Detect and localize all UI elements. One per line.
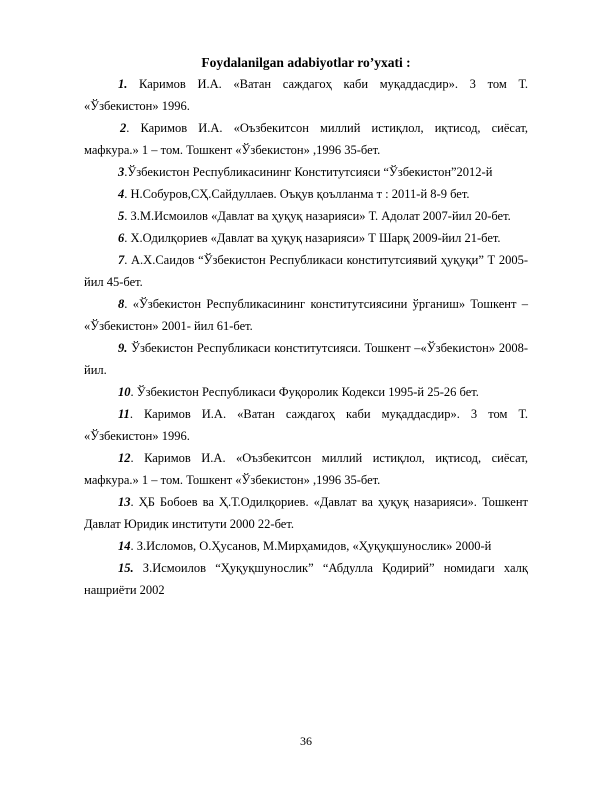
reference-number: 5: [118, 209, 125, 223]
reference-item: [84, 183, 528, 205]
reference-number: 6: [118, 231, 125, 245]
reference-item: [84, 337, 528, 381]
reference-number: 15.: [118, 561, 134, 575]
reference-text: З.Исмоилов “Ҳуқуқшунослик” “Абдулла Қодирий” номидаги халқ нашриёти 2002: [84, 561, 528, 597]
reference-text: . ҲБ Бобоев ва Ҳ.Т.Одилқориев. «Давлат ва ҳуқуқ назарияси». Тошкент Давлат Юридик институти 2000 22-бет.: [84, 495, 528, 531]
reference-number: 13: [118, 495, 131, 509]
page-number: 36: [300, 734, 312, 748]
reference-text: . Каримов И.А. «Ватан саждагоҳ каби муқаддасдир». 3 том Т. «Ўзбекистон» 1996.: [84, 407, 528, 443]
reference-text: . «Ўзбекистон Республикасининг конститутсиясини ўрганиш» Тошкент – «Ўзбекистон» 2001- йил 61-бет.: [84, 297, 528, 333]
reference-number: 3: [118, 165, 125, 179]
reference-item: [84, 557, 528, 601]
bibliography-title: Foydalanilgan adabiyotlar ro’yxati :: [201, 55, 411, 70]
reference-item: [84, 491, 528, 535]
reference-item: [84, 535, 528, 557]
reference-number: 9.: [118, 341, 128, 355]
reference-item: [84, 73, 528, 117]
reference-text: .Ўзбекистон Республикасининг Конститутсияси “Ўзбекистон”2012-й: [124, 165, 493, 179]
reference-number: 2: [120, 121, 127, 135]
reference-item: [84, 293, 528, 337]
reference-number: 12: [118, 451, 131, 465]
reference-number: 8: [118, 297, 125, 311]
reference-list: [84, 73, 528, 601]
reference-text: . Каримов И.А. «Оъзбекитсон миллий истиқлол, иқтисод, сиёсат, мафкура.» 1 – том. Тошкент «Ўзбекистон» ,1996 35-бет.: [84, 451, 528, 487]
reference-text: . А.Х.Саидов “Ўзбекистон Республикаси конститутсиявий ҳуқуқи” Т 2005-йил 45-бет.: [84, 253, 528, 289]
reference-item: [84, 403, 528, 447]
reference-item: [84, 205, 528, 227]
reference-text: Ўзбекистон Республикаси конститутсияси. Тошкент –«Ўзбекистон» 2008- йил.: [84, 341, 528, 377]
reference-text: . З.М.Исмоилов «Давлат ва ҳуқуқ назарияси» Т. Адолат 2007-йил 20-бет.: [124, 209, 511, 223]
reference-item: [84, 161, 528, 183]
reference-number: 7: [118, 253, 125, 267]
reference-text: . Н.Собуров,СҲ.Сайдуллаев. Оъқув қоълланма т : 2011-й 8-9 бет.: [124, 187, 470, 201]
reference-item: [84, 227, 528, 249]
reference-text: . Х.Одилқориев «Давлат ва ҳуқуқ назарияси» Т Шарқ 2009-йил 21-бет.: [124, 231, 501, 245]
reference-text: . З.Исломов, О.Ҳусанов, М.Мирҳамидов, «Ҳуқуқшунослик» 2000-й: [130, 539, 492, 553]
reference-item: [84, 117, 528, 161]
reference-item: [84, 249, 528, 293]
reference-number: 4: [118, 187, 125, 201]
reference-number: 14: [118, 539, 131, 553]
reference-number: 10: [118, 385, 131, 399]
reference-text: . Ўзбекистон Республикаси Фуқоролик Кодекси 1995-й 25-26 бет.: [130, 385, 479, 399]
reference-number: 11: [118, 407, 130, 421]
reference-item: [84, 381, 528, 403]
reference-text: . Каримов И.А. «Оъзбекитсон миллий истиқлол, иқтисод, сиёсат, мафкура.» 1 – том. Тошкент «Ўзбекистон» ,1996 35-бет.: [84, 121, 528, 157]
reference-number: 1.: [118, 77, 128, 91]
reference-text: Каримов И.А. «Ватан саждагоҳ каби муқаддасдир». 3 том Т. «Ўзбекистон» 1996.: [84, 77, 528, 113]
reference-item: [84, 447, 528, 491]
